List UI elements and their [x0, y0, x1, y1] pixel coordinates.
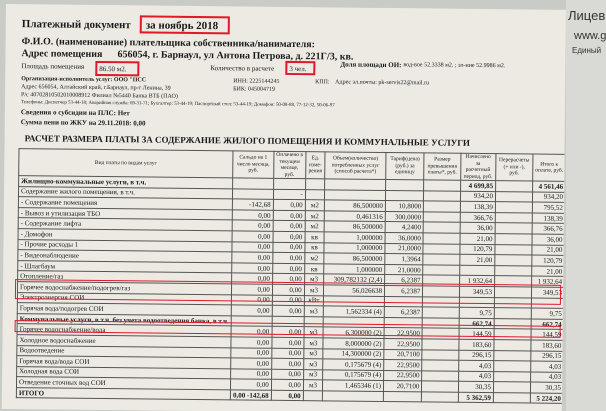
cell-total: 183,60: [531, 340, 564, 351]
cell-total: 4 561,46: [532, 181, 565, 192]
cell-tariff: 6,2387: [385, 275, 423, 286]
cell-name: Холодная вода СОИ: [17, 366, 231, 379]
cell-vol: 8,000000 (2): [323, 338, 384, 349]
address-value: 656054, г. Барнаул, ул Антона Петрова, д. 221Г/3, кв.: [117, 49, 354, 63]
cell-paid: 0,00: [273, 242, 305, 253]
cell-unit: кВт: [304, 295, 324, 306]
cell-total: 4,03: [530, 372, 563, 383]
cell-paid: 0,00: [271, 390, 303, 401]
cell-unit: м3: [303, 380, 323, 391]
cell-charged: 934,20: [460, 191, 496, 202]
cell-unit: м3: [303, 348, 323, 359]
residents-value: 3 чел.: [289, 64, 307, 74]
cell-tariff: 22,9500: [384, 370, 422, 381]
cell-name: ИТОГО: [16, 388, 230, 401]
cell-saldo: 0,00: [232, 252, 273, 263]
cell-tariff: 36,0000: [385, 232, 423, 243]
cell-vol: [325, 189, 386, 200]
cell-tariff: 4,2400: [385, 222, 423, 233]
cell-total: 9,75: [531, 308, 564, 319]
cell-vol: 86,500000: [324, 221, 385, 232]
cell-over: [422, 381, 458, 392]
charges-table: [16, 148, 566, 404]
cell-tariff: [383, 391, 421, 402]
cell-recalc: [495, 191, 532, 202]
cell-unit: кв: [304, 263, 324, 274]
cell-saldo: 0,00 -142,68: [230, 390, 271, 401]
cell-tariff: 20,7100: [383, 381, 421, 392]
cell-total: 21,00: [531, 266, 564, 277]
cell-paid: [273, 178, 305, 189]
cell-vol: 1,465346 (1): [323, 380, 384, 391]
cell-recalc: [496, 181, 533, 192]
cell-saldo: 0,00: [231, 305, 272, 316]
cell-total: 5 224,20: [530, 393, 563, 404]
cell-tariff: 22,9500: [384, 360, 422, 371]
cell-vol: 1,000000: [324, 242, 385, 253]
cell-recalc: [494, 371, 531, 382]
address-label: Адрес помещения: [21, 48, 103, 61]
cell-saldo: 0,00: [232, 263, 273, 274]
area-highlight: [95, 61, 139, 76]
share-label: Доля площади ОИ:: [340, 60, 402, 70]
cell-saldo: 0,00: [231, 347, 272, 358]
cell-over: [423, 233, 459, 244]
cell-charged: 138,39: [460, 201, 496, 212]
cell-charged: 296,15: [458, 350, 494, 361]
area-label: Площадь помещения: [21, 62, 85, 71]
cell-unit: кв: [305, 232, 325, 243]
col-charged: Начислено за расчетный период, руб.: [460, 153, 496, 180]
cell-paid: 0,00: [272, 327, 304, 338]
cell-saldo: -142,68: [232, 199, 273, 210]
cell-paid: 0,00: [271, 358, 303, 369]
cell-charged: 120,79: [459, 244, 495, 255]
cell-saldo: [233, 188, 274, 199]
cell-unit: м3: [303, 359, 323, 370]
cell-charged: 1 932,64: [459, 276, 495, 287]
cell-charged: 4 699,85: [460, 180, 496, 191]
cell-over: [423, 265, 459, 276]
cell-charged: 5 362,59: [458, 392, 494, 403]
col-excess: Размер превышения платы*, руб.: [424, 153, 460, 180]
cell-vol: 0,175679 (4): [323, 359, 384, 370]
cell-name: Холодное водоснабжение: [17, 335, 231, 348]
cell-tariff: [385, 190, 423, 201]
cell-total: 366,76: [532, 223, 565, 234]
cell-name: Содержание жилого помещения, в т.ч.: [18, 186, 232, 199]
cell-name: Горячее водоснабжение/вода: [17, 324, 231, 337]
subsidy: Сведения о субсидии на ПЛС: Нет: [20, 108, 130, 118]
org-label: Организация-исполнитель услуг: ООО "ПСС: [21, 76, 147, 84]
col-paid: Оплачено в текущем месяце, руб.: [273, 151, 305, 178]
cell-paid: 0,00: [273, 231, 305, 242]
cell-over: [424, 180, 460, 191]
cell-recalc: [493, 382, 530, 393]
cell-paid: 0,00: [273, 210, 305, 221]
cell-name: - Прочие расходы 1: [18, 239, 232, 252]
cell-saldo: 0,00: [232, 284, 273, 295]
col-recalc: Перерасчеты (+ или -), руб.: [496, 154, 533, 181]
cell-saldo: 0,00: [231, 326, 272, 337]
cell-unit: м2: [305, 210, 325, 221]
cell-saldo: 0,00: [232, 273, 273, 284]
cell-total: 4,03: [530, 361, 563, 372]
cell-vol: 14,300000 (2): [323, 348, 384, 359]
cell-total: 30,35: [530, 382, 563, 393]
col-service: Вид платы по видам услуг: [19, 149, 233, 178]
cell-tariff: 300,0000: [385, 211, 423, 222]
cell-unit: м3: [304, 338, 324, 349]
cell-name: Горячая вода/вода СОИ: [17, 356, 231, 369]
cell-charged: 30,35: [458, 382, 494, 393]
cell-over: [422, 360, 458, 371]
cell-unit: [303, 391, 323, 402]
cell-saldo: 0,00: [231, 358, 272, 369]
kpp: КПП:: [315, 79, 330, 86]
cell-paid: 0,00: [272, 295, 304, 306]
cell-tariff: 6,2387: [384, 307, 422, 318]
cell-vol: 0,175679 (4): [323, 370, 384, 381]
cell-tariff: 21,0000: [385, 264, 423, 275]
cell-over: [422, 371, 458, 382]
cell-paid: 0,00: [272, 305, 304, 316]
cell-recalc: [495, 212, 532, 223]
cell-vol: 1,562334 (4): [324, 306, 385, 317]
owner-label: Ф.И.О. (наименование) плательщика собственника/нанимателя:: [21, 36, 316, 51]
side-line2: www.g: [574, 30, 606, 42]
cell-name: Горячая вода/подогрев СОИ: [17, 303, 231, 316]
cell-name: Горячее водоснабжение/подогрев/газ: [17, 282, 231, 295]
cell-paid: 0,00: [273, 199, 305, 210]
cell-recalc: [495, 223, 532, 234]
cell-vol: [323, 391, 384, 402]
cell-vol: [325, 179, 386, 190]
cell-vol: 86,500000: [325, 200, 386, 211]
cell-paid: 0,00: [272, 348, 304, 359]
cell-charged: 349,53: [459, 286, 495, 297]
cell-saldo: 0,00: [232, 210, 273, 221]
cell-total: 144,59: [531, 329, 564, 340]
cell-over: [423, 307, 459, 318]
cell-total: 934,20: [532, 192, 565, 203]
area-value: 86.50 м2.: [99, 64, 127, 74]
col-tariff: Тариф(цена) (руб.) за единицу: [386, 152, 425, 179]
bik: БИК: 045004719: [233, 86, 276, 93]
cell-tariff: 22,9500: [384, 338, 422, 349]
cell-charged: 21,00: [459, 254, 495, 265]
cell-paid: -: [273, 189, 305, 200]
cell-total: 296,15: [531, 351, 564, 362]
side-line3: Единый: [572, 46, 602, 55]
cell-name: Отопление/газ: [18, 271, 232, 284]
cell-over: [424, 201, 460, 212]
cell-total: 120,79: [532, 255, 565, 266]
cell-charged: 183,60: [458, 339, 494, 350]
cell-saldo: [233, 178, 274, 189]
cell-name: - Содержание лифта: [18, 218, 232, 231]
cell-recalc: [495, 234, 532, 245]
cell-saldo: 0,00: [232, 241, 273, 252]
cell-total: 1 932,64: [531, 276, 564, 287]
cell-paid: 0,00: [272, 337, 304, 348]
cell-name: Отведение сточных вод СОИ: [16, 377, 230, 390]
side-paper: [566, 0, 606, 411]
cell-unit: м3: [304, 306, 324, 317]
cell-name: - Шлагбаум: [18, 260, 232, 273]
cell-saldo: 0,00: [231, 379, 272, 390]
cell-recalc: [495, 244, 532, 255]
cell-total: 795,52: [532, 202, 565, 213]
cell-recalc: [494, 340, 531, 351]
cell-vol: 1,000000: [324, 264, 385, 275]
cell-tariff: 6,2387: [384, 285, 422, 296]
cell-saldo: 0,00: [232, 220, 273, 231]
doc-period: за ноябрь 2018: [145, 19, 219, 33]
share-value: вод-вое 52.3338 м2. ; эл-ние 52.9986 м2.: [403, 62, 506, 70]
cell-recalc: [495, 202, 532, 213]
residents-label: Количество в расчете: [210, 64, 275, 73]
cell-charged: 662,74: [459, 318, 495, 329]
cell-saldo: 0,00: [231, 294, 272, 305]
cell-recalc: [495, 255, 532, 266]
cell-paid: 0,00: [271, 369, 303, 380]
cell-charged: [459, 265, 495, 276]
cell-over: [424, 212, 460, 223]
cell-recalc: [493, 393, 530, 404]
cell-charged: 21,00: [460, 233, 496, 244]
cell-name: Жилищно-коммунальные услуги, в т.ч.: [19, 176, 233, 189]
cell-over: [422, 349, 458, 360]
cell-unit: м3: [304, 285, 324, 296]
cell-vol: 309,782132 (2,4): [324, 274, 385, 285]
sum-paid: Сумма пени по ЖКУ на 29.11.2018: 0,00: [20, 118, 146, 128]
phones: Телефоны: Диспетчер 53-44-18; Аварийная служба: 69-31-71; Бухгалтер: 53-44-19; Паспортный стол: 53-44-19; Домофон: 50-08-88, 77-12-32, 50-06-97: [20, 100, 335, 109]
col-volume: Объем(количество) потребленных услуг (способ расчета*): [325, 152, 386, 180]
cell-charged: 4,03: [458, 360, 494, 371]
cell-total: 662,74: [531, 319, 564, 330]
cell-unit: [305, 189, 325, 200]
cell-unit: м3: [304, 327, 324, 338]
period-highlight: [140, 15, 230, 34]
cell-unit: м3: [303, 369, 323, 380]
cell-over: [422, 392, 458, 403]
cell-vol: 6,300000 (2): [323, 327, 384, 338]
payment-document: [2, 4, 566, 411]
cell-over: [423, 243, 459, 254]
email: Адрес эл.почты: pk-servis22@mail.ru: [335, 79, 430, 87]
cell-over: [422, 339, 458, 350]
inn: ИНН: 2225144245: [233, 78, 280, 85]
cell-unit: кв: [305, 242, 325, 253]
cell-vol: 1,000000: [324, 232, 385, 243]
cell-paid: 0,00: [272, 263, 304, 274]
cell-recalc: [494, 308, 531, 319]
cell-tariff: 20,7100: [384, 349, 422, 360]
cell-recalc: [495, 265, 532, 276]
cell-saldo: 0,00: [231, 337, 272, 348]
cell-unit: м2: [304, 253, 324, 264]
cell-tariff: 22,9500: [384, 328, 422, 339]
cell-tariff: 21,0000: [385, 243, 423, 254]
cell-name: Электроэнергия СОИ: [17, 292, 231, 305]
cell-over: [424, 190, 460, 201]
cell-paid: 0,00: [271, 380, 303, 391]
cell-tariff: 10,8000: [385, 201, 423, 212]
cell-saldo: 0,00: [232, 231, 273, 242]
cell-charged: 36,00: [460, 223, 496, 234]
cell-charged: 366,76: [460, 212, 496, 223]
cell-charged: 4,03: [458, 371, 494, 382]
cell-total: 36,00: [532, 234, 565, 245]
col-saldo: Сальдо на 1 число месяца, руб.: [233, 151, 274, 178]
cell-charged: 144,59: [459, 329, 495, 340]
cell-name: - Вывоз и утилизация ТБО: [18, 207, 232, 220]
residents-highlight: [285, 61, 315, 75]
cell-total: 349,53: [531, 287, 564, 298]
account: Р/с 40702810502010008912 Филиал №5440 Банка ВТБ (ПАО): [21, 92, 178, 100]
cell-saldo: 0,00: [231, 369, 272, 380]
cell-paid: 0,00: [272, 274, 304, 285]
cell-name: - Домофон: [18, 229, 232, 242]
doc-title: Платежный документ: [21, 18, 131, 32]
table-title: РАСЧЕТ РАЗМЕРА ПЛАТЫ ЗА СОДЕРЖАНИЕ ЖИЛОГО ПОМЕЩЕНИЯ И КОММУНАЛЬНЫЕ УСЛУГИ: [24, 133, 471, 148]
cell-unit: м2: [305, 221, 325, 232]
cell-charged: 9,75: [459, 307, 495, 318]
cell-vol: 0,461316: [325, 211, 386, 222]
cell-recalc: [494, 361, 531, 372]
cell-over: [423, 254, 459, 265]
cell-paid: 0,00: [273, 221, 305, 232]
cell-name: - Содержание помещения: [18, 197, 232, 210]
col-total: Итого к оплате, руб.: [532, 154, 566, 181]
cell-recalc: [494, 350, 531, 361]
cell-name: - Видеонаблюдение: [18, 250, 232, 263]
cell-unit: [305, 179, 325, 190]
cell-over: [424, 222, 460, 233]
col-unit: Ед. изме- рения: [305, 152, 325, 179]
cell-paid: 0,00: [273, 252, 305, 263]
cell-tariff: 1,3964: [385, 254, 423, 265]
cell-paid: 0,00: [272, 284, 304, 295]
cell-unit: м2: [305, 200, 325, 211]
cell-vol: 56,026638: [324, 285, 385, 296]
cell-total: 138,39: [532, 213, 565, 224]
cell-tariff: [386, 179, 424, 190]
org-address: Адрес 656054, Алтайский край, г.Барнаул, пр-т Ленина, 39: [21, 84, 171, 92]
cell-name: Коммунальные услуги, в т.ч. без учета водоотведения банка, в т.ч.: [17, 313, 231, 326]
cell-name: Водоотведение: [17, 345, 231, 358]
side-line1: Лицев: [568, 8, 606, 23]
cell-unit: м3: [304, 274, 324, 285]
cell-vol: 86,500000: [324, 253, 385, 264]
cell-total: 21,00: [532, 245, 565, 256]
